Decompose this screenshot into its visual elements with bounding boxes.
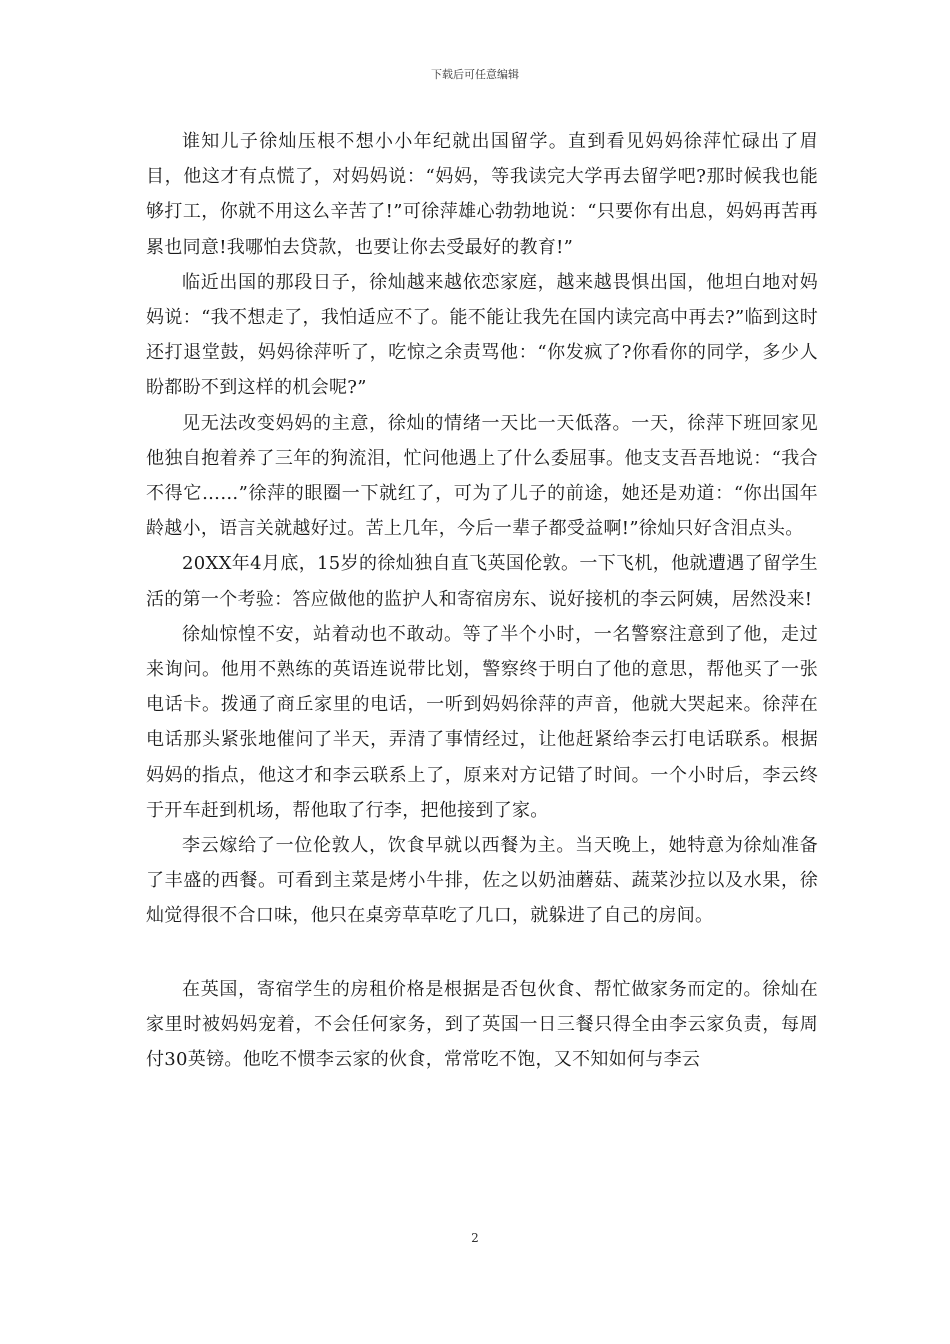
header-note: 下载后可任意编辑 (431, 68, 519, 81)
document-body (146, 124, 818, 1077)
paragraph: 临近出国的那段日子，徐灿越来越依恋家庭，越来越畏惧出国，他坦白地对妈妈说：“我不想走了，我怕适应不了。能不能让我先在国内读完高中再去?”临到这时还打退堂鼓，妈妈徐萍听了，吃惊之余责骂他：“你发疯了?你看你的同学，多少人盼都盼不到这样的机会呢?” (146, 271, 818, 399)
paragraph: 徐灿惊惶不安，站着动也不敢动。等了半个小时，一名警察注意到了他，走过来询问。他用不熟练的英语连说带比划，警察终于明白了他的意思，帮他买了一张电话卡。拨通了商丘家里的电话，一听到妈妈徐萍的声音，他就大哭起来。徐萍在电话那头紧张地催问了半天，弄清了事情经过，让他赶紧给李云打电话联系。根据妈妈的指点，他这才和李云联系上了，原来对方记错了时间。一个小时后，李云终于开车赶到机场，帮他取了行李，把他接到了家。 (146, 623, 818, 821)
paragraph: 见无法改变妈妈的主意，徐灿的情绪一天比一天低落。一天，徐萍下班回家见他独自抱着养了三年的狗流泪，忙问他遇上了什么委屈事。他支支吾吾地说：“我合不得它……”徐萍的眼圈一下就红了，可为了儿子的前途，她还是劝道：“你出国年龄越小，语言关就越好过。苦上几年，今后一辈子都受益啊!”徐灿只好含泪点头。 (146, 412, 818, 540)
paragraph: 李云嫁给了一位伦敦人，饮食早就以西餐为主。当天晚上，她特意为徐灿准备了丰盛的西餐。可看到主菜是烤小牛排，佐之以奶油蘑菇、蔬菜沙拉以及水果，徐灿觉得很不合口味，他只在桌旁草草吃了几口，就躲进了自己的房间。 (146, 835, 818, 927)
paragraph: 谁知儿子徐灿压根不想小小年纪就出国留学。直到看见妈妈徐萍忙碌出了眉目，他这才有点慌了，对妈妈说：“妈妈，等我读完大学再去留学吧?那时候我也能够打工，你就不用这么辛苦了!”可徐萍雄心勃勃地说：“只要你有出息，妈妈再苦再累也同意!我哪怕去贷款，也要让你去受最好的教育!” (146, 131, 818, 258)
paragraph-gap (146, 934, 818, 972)
paragraph: 在英国，寄宿学生的房租价格是根据是否包伙食、帮忙做家务而定的。徐灿在家里时被妈妈宠着，不会任何家务，到了英国一日三餐只得全由李云家负责，每周付30英镑。他吃不惯李云家的伙食，常常吃不饱，又不知如何与李云 (146, 978, 818, 1071)
paragraph: 20XX年4月底，15岁的徐灿独自直飞英国伦敦。一下飞机，他就遭遇了留学生活的第一个考验：答应做他的监护人和寄宿房东、说好接机的李云阿姨，居然没来! (146, 553, 818, 610)
page-number: 2 (471, 1231, 479, 1245)
